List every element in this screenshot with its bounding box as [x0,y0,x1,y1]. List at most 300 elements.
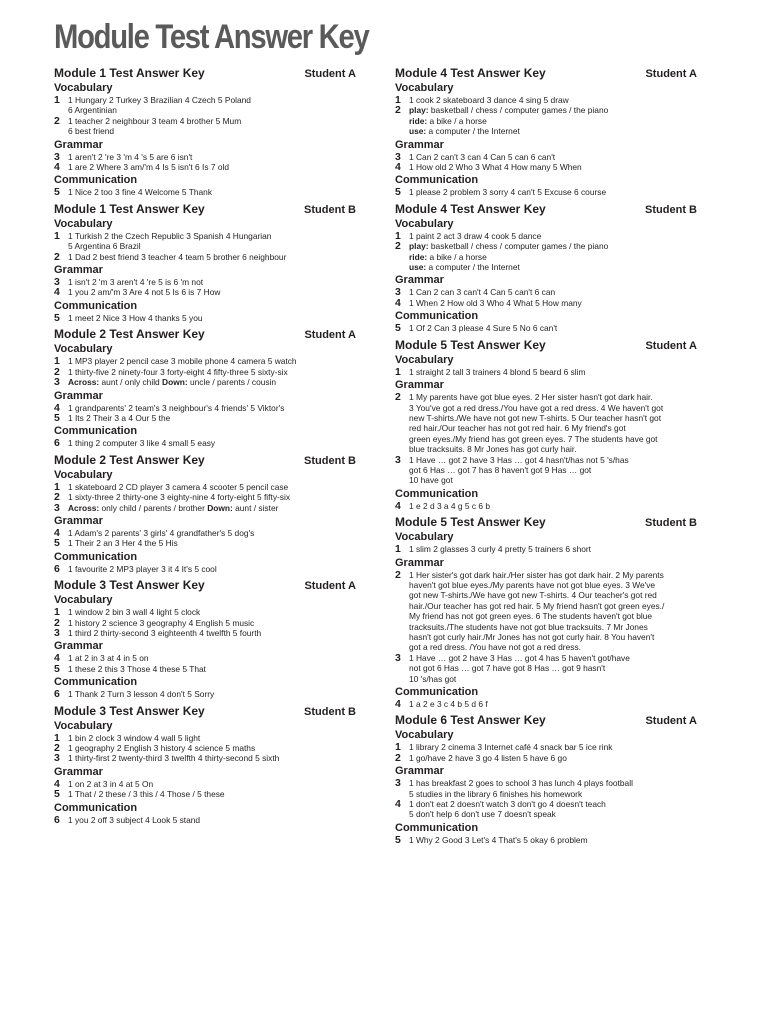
question-number: 5 [395,322,401,335]
question-row [395,287,697,297]
module-title: Module 6 Test Answer Key [395,713,546,728]
question-number: 4 [395,499,401,512]
question-number: 3 [395,651,401,664]
answer-line: 1 third 2 thirty-second 3 eighteenth 4 twelfth 5 fourth [68,627,262,638]
answer-line: 1 Nice 2 too 3 fine 4 Welcome 5 Thank [68,187,213,198]
question-row [395,392,697,454]
answer-text [409,231,697,241]
question-number: 1 [54,731,60,744]
answer-line: 1 Have … got 2 have 3 Has … got 4 hasn't/has not 5 's/has [409,454,629,465]
question-row [395,105,697,136]
question-number: 5 [395,186,401,199]
section-title: Communication [54,174,138,187]
answer-text [68,528,356,538]
section-title: Grammar [54,138,103,151]
answer-text [68,743,356,753]
answer-line: 10 have got [409,475,453,486]
answer-line: hair./Our teacher has got red hair. 5 My friend hasn't got green eyes./ [409,600,665,611]
answer-line: 1 at 2 in 3 at 4 in 5 on [68,653,149,664]
question-row [54,492,356,502]
answer-line: 1 My parents have got blue eyes. 2 Her sister hasn't got dark hair. [409,392,653,403]
answer-text [409,778,697,799]
section-title: Grammar [395,138,444,151]
question-number: 1 [54,606,60,619]
question-number: 5 [54,537,60,550]
keyword: ride: [409,251,428,262]
question-number: 4 [395,161,401,174]
question-number: 4 [54,777,60,790]
question-row [54,287,356,297]
answer-line: 1 Why 2 Good 3 Let's 4 That's 5 okay 6 problem [409,834,588,845]
module-title: Module 4 Test Answer Key [395,66,546,80]
answer-line: 1 aren't 2 're 3 'm 4 's 5 are 6 isn't [68,151,193,162]
answer-key-module [54,327,356,448]
section-title: Grammar [54,640,103,653]
question-number: 1 [54,94,60,106]
keyword: play: [409,241,429,252]
question-row [54,689,356,699]
question-number: 2 [395,391,401,404]
question-row [395,753,697,763]
answer-line: haven't got blue eyes./My parents have not got blue eyes. 3 We've [409,579,656,590]
answer-text [68,377,356,387]
question-number: 4 [54,526,60,539]
module-title: Module 5 Test Answer Key [395,515,546,530]
question-row [395,778,697,799]
question-number: 2 [395,751,401,764]
answer-line: 1 Can 2 can 3 can't 4 Can 5 can't 6 can [409,287,556,298]
question-number: 4 [54,286,60,299]
question-row [395,187,697,197]
answer-text [409,105,697,136]
answer-text [68,503,356,513]
question-row [395,653,697,684]
question-row [54,95,356,116]
answer-line: ride: a bike / a horse [409,251,487,262]
answer-line: 1 cook 2 skateboard 3 dance 4 sing 5 draw [409,95,569,105]
module-title: Module 2 Test Answer Key [54,452,205,467]
student-label: Student B [304,454,356,467]
answer-line: 1 go/have 2 have 3 go 4 listen 5 have 6 go [409,752,567,763]
section-title: Communication [395,174,479,187]
answer-line: 6 Argentinian [68,105,117,116]
section-title: Grammar [54,264,103,277]
answer-text [68,564,356,574]
question-row [395,162,697,172]
question-number: 4 [395,296,401,309]
section-title: Communication [395,310,479,323]
question-row [54,116,356,137]
answer-text [68,162,356,172]
section-title: Grammar [54,765,103,778]
question-row [395,799,697,820]
answer-line: red hair./Our teacher has not got red hair. 6 My friend's got [409,423,626,434]
student-label: Student A [645,68,697,80]
question-row [395,742,697,752]
module-header [54,704,356,718]
answer-line: 1 paint 2 act 3 draw 4 cook 5 dance [409,230,542,241]
answer-line: got a red dress. /You have not got a red dress. [409,642,581,653]
section-title: Vocabulary [395,217,454,230]
answer-text [68,403,356,413]
answer-line: 1 Of 2 Can 3 please 4 Sure 5 No 6 can't [409,323,558,334]
answer-text [68,689,356,699]
section-title: Grammar [395,765,444,778]
module-header [395,66,697,80]
question-row [395,544,697,554]
answer-line: play: basketball / chess / computer games / the piano [409,105,609,116]
question-row [395,231,697,241]
question-number: 5 [54,662,60,675]
answer-line: 1 history 2 science 3 geography 4 English 5 music [68,617,255,628]
answer-line: got 6 Has … got 7 has 8 haven't got 9 Has … got [409,464,592,475]
answer-line: 1 Her sister's got dark hair./Her sister has got dark hair. 2 My parents [409,569,664,580]
question-number: 6 [54,688,60,701]
question-number: 1 [395,741,401,754]
answer-line: 1 please 2 problem 3 sorry 4 can't 5 Excuse 6 course [409,187,607,198]
answer-line: 1 isn't 2 'm 3 aren't 4 're 5 is 6 'm not [68,277,204,288]
section-title: Grammar [395,556,444,569]
question-row [395,152,697,162]
answer-text [68,653,356,663]
question-row [54,564,356,574]
answer-text [68,628,356,638]
module-title: Module 2 Test Answer Key [54,327,205,342]
answer-text [409,392,697,454]
question-row [395,241,697,272]
question-row [54,403,356,413]
question-row [54,753,356,763]
question-number: 5 [54,311,60,324]
question-number: 4 [395,698,401,711]
question-row [54,162,356,172]
answer-text [68,116,356,137]
question-number: 3 [54,752,60,765]
section-title: Vocabulary [54,719,113,732]
answer-line: 1 Dad 2 best friend 3 teacher 4 team 5 brother 6 neighbour [68,251,287,262]
question-row [54,482,356,492]
keyword: Down: [162,377,188,388]
answer-line: not got 6 Has … got 7 have got 8 Has … got 9 hasn't [409,663,606,674]
answer-key-module [54,66,356,198]
question-row [395,323,697,333]
question-row [54,152,356,162]
answer-line: 5 don't help 6 don't use 7 doesn't speak [409,809,556,820]
answer-key-module [395,202,697,334]
keyword: play: [409,105,429,116]
question-row [395,501,697,511]
answer-line: 3 You've got a red dress./You have got a red dress. 4 We haven't got [409,402,664,413]
question-row [54,538,356,548]
answer-text [68,152,356,162]
section-title: Vocabulary [395,82,454,94]
answer-key-module [395,66,697,198]
student-label: Student B [304,705,356,718]
answer-line: 1 Adam's 2 parents' 3 girls' 4 grandfather's 5 dog's [68,527,255,538]
answer-line: 1 you 2 off 3 subject 4 Look 5 stand [68,814,201,825]
question-number: 4 [395,798,401,811]
answer-line: 1 That / 2 these / 3 this / 4 Those / 5 these [68,789,225,800]
section-title: Communication [54,676,138,689]
section-title: Grammar [54,389,103,402]
question-number: 6 [54,562,60,575]
right-column [395,66,697,849]
question-number: 5 [395,833,401,846]
student-label: Student A [645,339,697,352]
answer-text [68,733,356,743]
question-number: 2 [54,742,60,754]
answer-text [409,287,697,297]
answer-line: play: basketball / chess / computer games / the piano [409,241,609,252]
question-number: 2 [395,104,401,117]
keyword: ride: [409,115,428,126]
question-number: 6 [54,437,60,450]
answer-line: 5 studies in the library 6 finishes his homework [409,788,583,799]
answer-text [409,95,697,105]
answer-line: 1 e 2 d 3 a 4 g 5 c 6 b [409,500,491,511]
student-label: Student A [304,329,356,342]
answer-line: 1 has breakfast 2 goes to school 3 has lunch 4 plays football [409,778,633,789]
answer-text [409,742,697,752]
answer-text [409,367,697,377]
section-title: Vocabulary [54,343,113,356]
answer-key-module [395,713,697,845]
question-number: 4 [54,401,60,414]
section-title: Grammar [395,274,444,287]
question-number: 3 [395,453,401,466]
answer-text [68,252,356,262]
answer-text [68,438,356,448]
section-title: Vocabulary [395,729,454,742]
answer-text [68,482,356,492]
question-row [54,653,356,663]
answer-line: 1 Have … got 2 have 3 Has … got 4 has 5 haven't got/have [409,652,630,663]
answer-line: 1 you 2 am/'m 3 Are 4 not 5 Is 6 is 7 How [68,287,221,298]
answer-text [68,287,356,297]
answer-line: 1 slim 2 glasses 3 curly 4 pretty 5 trainers 6 short [409,544,591,555]
page-title: Module Test Answer Key [54,18,369,56]
section-title: Vocabulary [54,82,113,94]
section-title: Communication [395,686,479,699]
answer-text [68,618,356,628]
answer-text [409,570,697,653]
answer-text [409,699,697,709]
answer-key-module [54,704,356,825]
question-row [395,367,697,377]
answer-text [68,95,356,116]
answer-line: 1 sixty-three 2 thirty-one 3 eighty-nine 4 forty-eight 5 fifty-six [68,492,291,503]
question-row [54,607,356,617]
answer-line: 1 Turkish 2 the Czech Republic 3 Spanish 4 Hungarian [68,230,272,241]
answer-line: 5 Argentina 6 Brazil [68,241,141,252]
answer-line: 1 Their 2 an 3 Her 4 the 5 His [68,538,178,549]
section-title: Communication [395,821,479,834]
question-number: 1 [54,229,60,242]
question-row [54,733,356,743]
answer-text [68,231,356,252]
answer-line: 1 Thank 2 Turn 3 lesson 4 don't 5 Sorry [68,689,215,700]
answer-text [68,277,356,287]
answer-text [409,241,697,272]
answer-line: 1 geography 2 English 3 history 4 science 5 maths [68,743,256,753]
answer-line: 10 's/has got [409,673,457,684]
answer-text [409,544,697,554]
keyword: use: [409,126,427,137]
answer-text [409,323,697,333]
answer-text [68,367,356,377]
answer-line: tracksuits./The students have not got blue tracksuits. 7 Mr Jones [409,621,648,632]
question-row [395,298,697,308]
answer-text [409,653,697,684]
question-number: 2 [54,365,60,378]
answer-text [68,413,356,423]
answer-line: 1 are 2 Where 3 am/'m 4 Is 5 isn't 6 Is 7 old [68,162,229,173]
answer-text [68,815,356,825]
answer-text [68,356,356,366]
question-number: 5 [54,411,60,424]
answer-key-module [54,578,356,699]
section-title: Vocabulary [54,594,113,607]
student-label: Student B [304,203,356,216]
answer-key-module [54,202,356,323]
question-number: 3 [54,376,60,389]
question-row [54,438,356,448]
answer-line: 1 Its 2 Their 3 a 4 Our 5 the [68,412,171,423]
question-row [54,618,356,628]
question-row [54,503,356,513]
question-number: 2 [54,491,60,504]
question-row [54,231,356,252]
question-row [395,835,697,845]
question-number: 1 [395,365,401,378]
question-row [395,455,697,486]
answer-line: green eyes./My friend has got green eyes. 7 The students have got [409,433,658,444]
answer-line: 1 Can 2 can't 3 can 4 Can 5 can 6 can't [409,151,556,162]
answer-line: 6 best friend [68,126,115,137]
question-number: 3 [395,286,401,299]
question-row [54,815,356,825]
answer-line: ride: a bike / a horse [409,115,487,126]
answer-line: 1 thirty-five 2 ninety-four 3 forty-eight 4 fifty-three 5 sixty-six [68,366,288,377]
section-title: Communication [54,299,138,312]
question-number: 4 [54,652,60,665]
answer-line: new T-shirts./We have not got new T-shirts. 5 Our teacher hasn't got [409,412,662,423]
answer-text [409,162,697,172]
answer-line: 1 library 2 cinema 3 Internet café 4 snack bar 5 ice rink [409,742,613,753]
question-row [54,789,356,799]
answer-text [409,835,697,845]
keyword: Down: [207,502,233,513]
module-title: Module 1 Test Answer Key [54,66,205,80]
answer-text [68,492,356,502]
section-title: Vocabulary [395,531,454,544]
question-number: 1 [395,543,401,556]
module-title: Module 3 Test Answer Key [54,578,205,593]
student-label: Student A [645,715,697,728]
section-title: Grammar [395,379,444,392]
student-label: Student B [645,517,697,530]
answer-line: Across: only child / parents / brother Down: aunt / sister [68,502,279,513]
module-title: Module 4 Test Answer Key [395,201,546,216]
answer-key-module [395,338,697,511]
answer-line: 1 MP3 player 2 pencil case 3 mobile phone 4 camera 5 watch [68,356,297,367]
answer-text [68,753,356,763]
question-number: 2 [54,250,60,263]
question-row [54,743,356,753]
module-header [54,327,356,341]
answer-line: 1 thirty-first 2 twenty-third 3 twelfth 4 thirty-second 5 sixth [68,753,280,764]
question-number: 3 [395,150,401,163]
answer-line: hasn't got curly hair./Mr Jones has not got curly hair. 8 You haven't [409,632,655,642]
section-title: Communication [54,801,138,814]
answer-line: 1 don't eat 2 doesn't watch 3 don't go 4 doesn't teach [409,799,606,810]
question-row [395,699,697,709]
module-header [54,66,356,80]
answer-text [409,298,697,308]
answer-key-module [54,453,356,574]
answer-text [409,187,697,197]
answer-key-module [395,515,697,709]
question-row [54,528,356,538]
question-number: 1 [395,94,401,106]
answer-text [68,538,356,548]
answer-line: 1 grandparents' 2 team's 3 neighbour's 4 friends' 5 Viktor's [68,402,285,413]
section-title: Vocabulary [54,217,113,230]
answer-line: 1 How old 2 Who 3 What 4 How many 5 When [409,162,582,173]
answer-line: use: a computer / the Internet [409,262,520,273]
answer-line: 1 meet 2 Nice 3 How 4 thanks 5 you [68,312,203,323]
module-title: Module 5 Test Answer Key [395,337,546,352]
question-row [54,413,356,423]
keyword: Across: [68,377,100,388]
question-row [54,367,356,377]
question-number: 3 [54,626,60,639]
question-row [54,277,356,287]
question-number: 3 [54,150,60,163]
answer-text [68,313,356,323]
answer-line: 1 a 2 e 3 c 4 b 5 d 6 f [409,699,488,710]
answer-line: 1 favourite 2 MP3 player 3 it 4 It's 5 cool [68,563,217,574]
question-number: 1 [54,355,60,368]
keyword: use: [409,262,427,273]
section-title: Grammar [54,514,103,527]
question-row [395,95,697,105]
answer-text [68,789,356,799]
section-title: Vocabulary [395,353,454,366]
answer-text [68,664,356,674]
section-title: Vocabulary [54,468,113,481]
question-number: 1 [54,480,60,493]
question-row [54,779,356,789]
question-number: 5 [54,186,60,199]
question-row [54,356,356,366]
question-row [54,187,356,197]
answer-line: 1 these 2 this 3 Those 4 these 5 That [68,663,206,674]
answer-line: 1 straight 2 tall 3 trainers 4 blond 5 beard 6 slim [409,366,586,377]
section-title: Communication [395,487,479,500]
question-row [54,664,356,674]
question-row [395,570,697,653]
module-header [54,453,356,467]
answer-text [409,152,697,162]
answer-line: Across: aunt / only child Down: uncle / parents / cousin [68,377,277,388]
module-header [395,202,697,216]
answer-line: 1 bin 2 clock 3 window 4 wall 5 light [68,732,201,743]
answer-text [68,779,356,789]
answer-text [68,187,356,197]
question-number: 3 [54,501,60,514]
question-number: 3 [395,777,401,790]
